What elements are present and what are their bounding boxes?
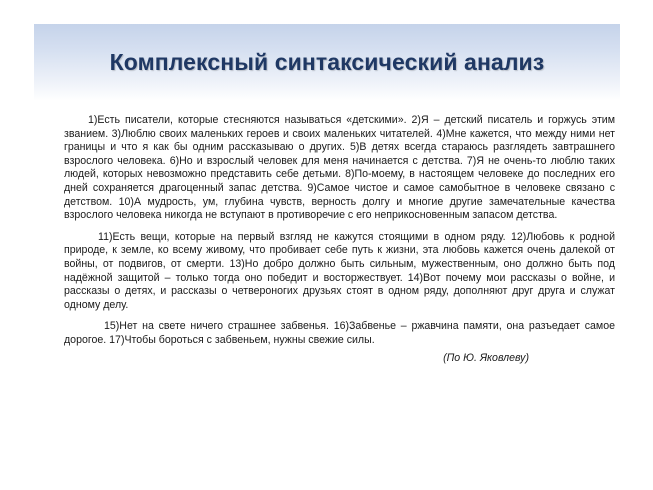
slide-title: Комплексный синтаксический анализ [109,49,545,75]
title-band [34,24,620,101]
text-body [64,114,615,365]
paragraph-2: 11)Есть вещи, которые на первый взгляд не кажутся стоящими в одном ряду. 12)Любовь к родной природе, к земле, ко всему живому, что пробивает себе путь к жизни, эта любовь кажется очень далекой от войны, от подвигов, от смерти. 13)Но добро должно быть сильным, мужественным, оно должно быть под надёжной защитой – только тогда оно победит и восторжествует. 14)Вот почему мои рассказы о войне, и рассказы о детях, и рассказы о четвероногих друзьях стоят в одном ряду, дополняют друг друга и служат одному делу. [64,230,615,311]
paragraph-1: 1)Есть писатели, которые стесняются называться «детскими». 2)Я – детский писатель и горжусь этим званием. 3)Люблю своих маленьких героев и своих маленьких читателей. 4)Мне кажется, что между ними нет границы и что я как бы одним рассказываю о других. 5)В детях всегда стараюсь разглядеть завтрашнего взрослого человека. 6)Но и взрослый человек для меня начинается с детства. 7)Я не очень-то люблю таких людей, которых невозможно представить себе детьми. 8)По-моему, в настоящем человеке до последних его дней сохраняется драгоценный запас детства. 9)Самое чистое и самое самобытное в человеке связано с детством. 10)А мудрость, ум, глубина чувств, верность долгу и многие другие замечательные качества взрослого человека никогда не вступают в противоречие с его неприкосновенным запасом детства. [64,114,615,222]
attribution: (По Ю. Яковлеву) [443,351,529,364]
paragraph-3: 15)Нет на свете ничего страшнее забвенья. 16)Забвенье – ржавчина памяти, она разъедает самое дорогое. 17)Чтобы бороться с забвеньем, нужны свежие силы. [64,320,615,346]
